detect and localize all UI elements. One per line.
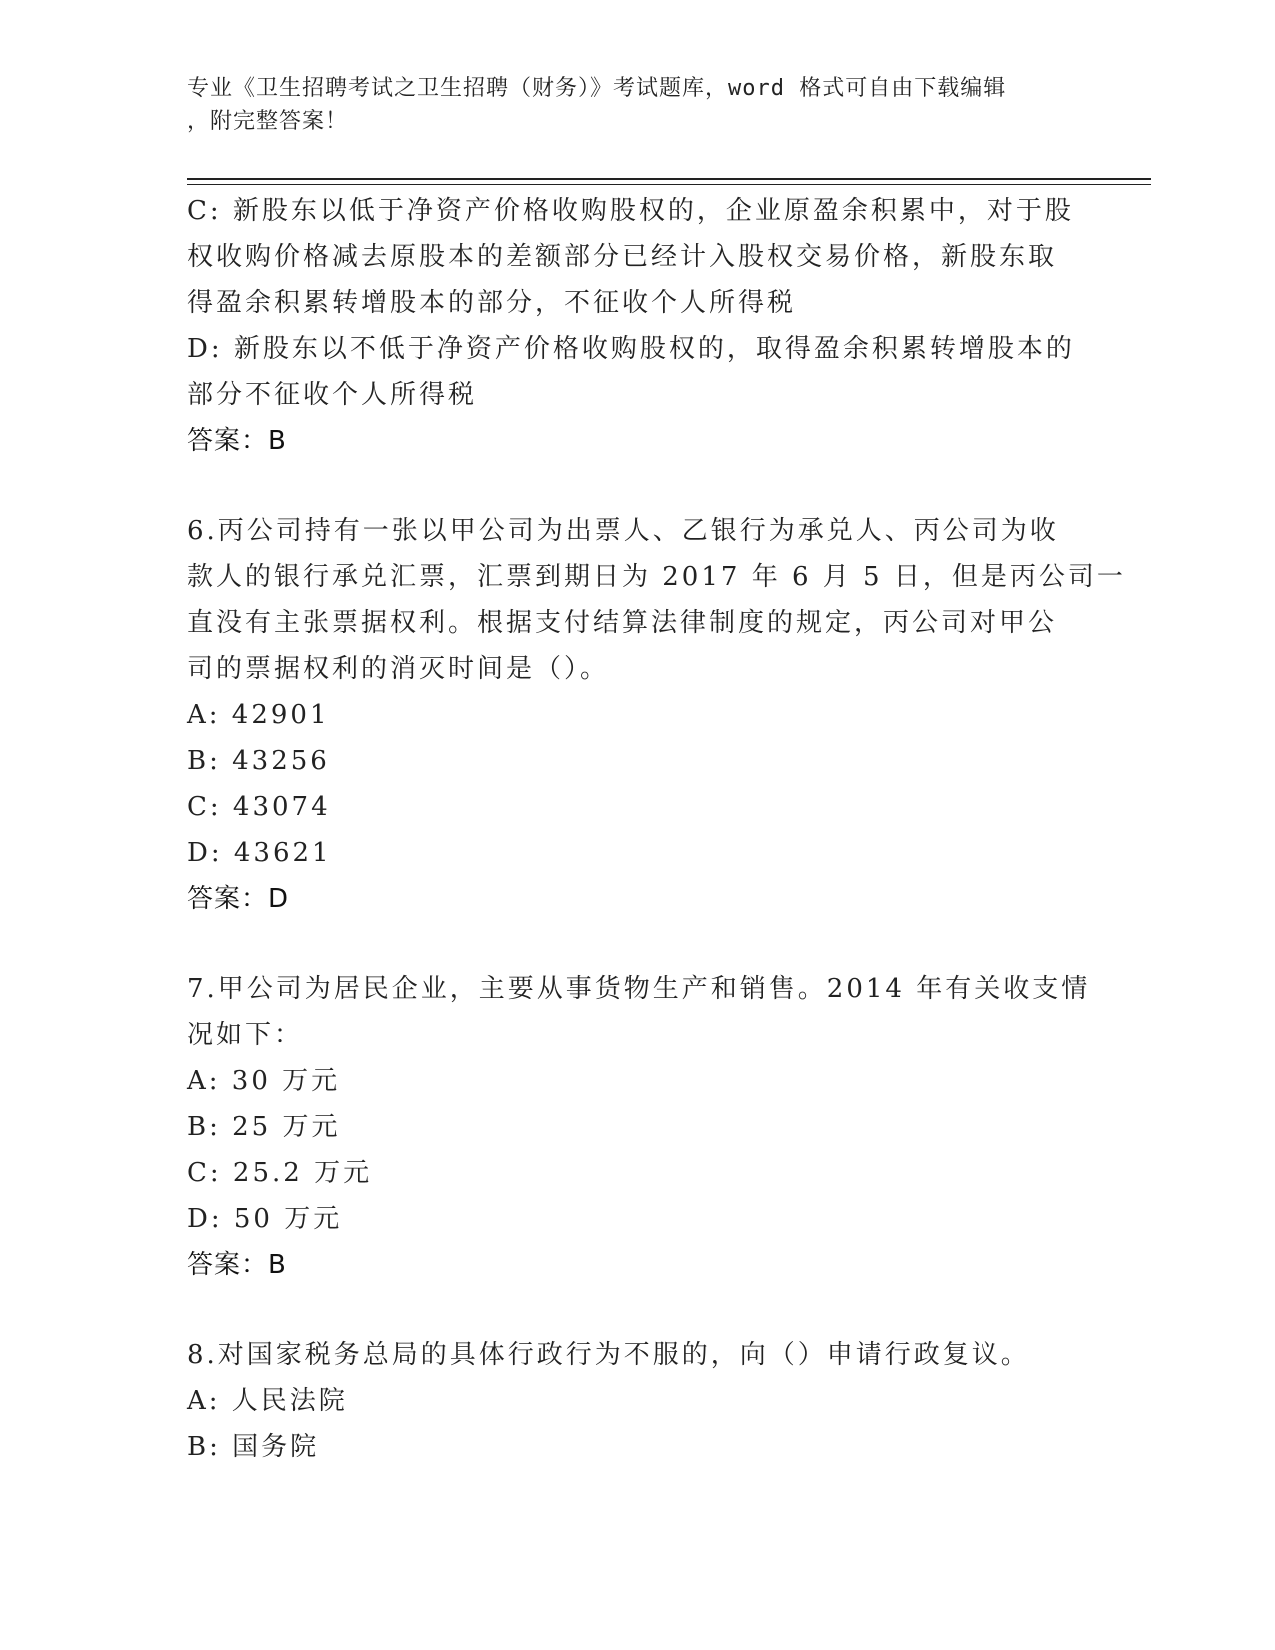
option-b: B: 43256 [187, 746, 330, 776]
spacer [187, 922, 1087, 966]
option-a: A: 42901 [187, 700, 330, 730]
spacer [187, 464, 1087, 508]
option-b: B: 国务院 [187, 1432, 320, 1462]
header-line-2: ，附完整答案！ [187, 109, 349, 134]
option-d-line-2: 部分不征收个人所得税 [187, 380, 478, 410]
header-line-1: 专业《卫生招聘考试之卫生招聘（财务）》考试题库，word 格式可自由下载编辑 [187, 76, 1007, 101]
question-stem-line: 7.甲公司为居民企业，主要从事货物生产和销售。2014 年有关收支情 [187, 974, 1091, 1004]
option-c: C: 25.2 万元 [187, 1158, 373, 1188]
option-a: A: 30 万元 [187, 1066, 341, 1096]
answer-label: 答案：B [187, 1250, 287, 1280]
header-divider-thick [187, 178, 1151, 180]
spacer [187, 1288, 1087, 1332]
question-stem-line: 8.对国家税务总局的具体行政行为不服的，向（）申请行政复议。 [187, 1340, 1030, 1370]
option-c-line-2: 权收购价格减去原股本的差额部分已经计入股权交易价格，新股东取 [187, 242, 1058, 272]
question-list [187, 188, 1126, 1470]
option-d-line-1: D: 新股东以不低于净资产价格收购股权的，取得盈余积累转增股本的 [187, 334, 1075, 364]
header-divider-thin [187, 184, 1151, 185]
question-stem-line: 6.丙公司持有一张以甲公司为出票人、乙银行为承兑人、丙公司为收 [187, 516, 1059, 546]
option-d: D: 43621 [187, 838, 332, 868]
question-8 [187, 1332, 1087, 1470]
question-stem-line: 况如下： [187, 1020, 304, 1050]
question-stem-line: 直没有主张票据权利。根据支付结算法律制度的规定，丙公司对甲公 [187, 608, 1058, 638]
option-c-line-3: 得盈余积累转增股本的部分，不征收个人所得税 [187, 288, 797, 318]
question-5-tail [187, 188, 1087, 464]
question-7 [187, 966, 1091, 1288]
question-stem-line: 款人的银行承兑汇票，汇票到期日为 2017 年 6 月 5 日，但是丙公司一 [187, 562, 1126, 592]
document-header [187, 72, 1067, 138]
option-d: D: 50 万元 [187, 1204, 343, 1234]
option-c-line-1: C: 新股东以低于净资产价格收购股权的，企业原盈余积累中，对于股 [187, 196, 1074, 226]
answer-label: 答案：D [187, 884, 290, 914]
option-b: B: 25 万元 [187, 1112, 341, 1142]
question-6 [187, 508, 1126, 922]
question-stem-line: 司的票据权利的消灭时间是（）。 [187, 654, 610, 684]
option-c: C: 43074 [187, 792, 331, 822]
answer-label: 答案：B [187, 426, 287, 456]
option-a: A: 人民法院 [187, 1386, 348, 1416]
